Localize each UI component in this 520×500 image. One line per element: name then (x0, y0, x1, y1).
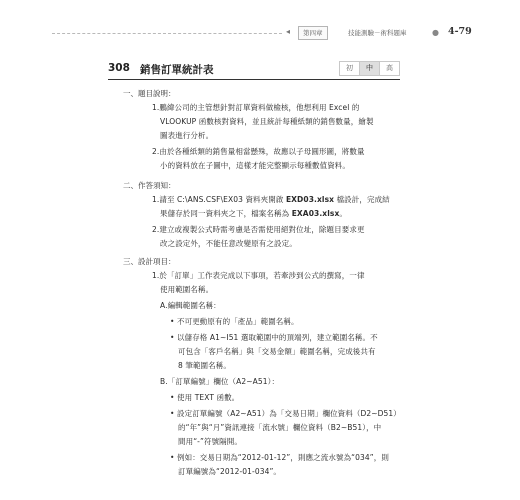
exercise-title: 銷售訂單統計表 (140, 64, 214, 76)
title-underline (108, 79, 400, 80)
paragraph-line: 2.由於各種紙類的銷售量相當懸殊，故應以子母圓形圖，將數量 (152, 147, 365, 156)
page-number: 4-79 (448, 26, 472, 37)
bullet-line: 8 筆範圍名稱。 (178, 361, 231, 370)
bullet-line: • 設定訂單編號（A2~A51）為「交易日期」欄位資料（D2~D51） (170, 409, 401, 418)
chapter-subtitle: 技能測驗－術科題庫 (348, 29, 407, 37)
bullet-line: 可包含「客戶名稱」與「交易金額」範圍名稱，完成後共有 (178, 347, 376, 356)
bullet-line: 間用“-”符號隔開。 (178, 437, 242, 446)
bullet-line: 的“年”與“月”資訊連接「流水號」欄位資料（B2~B51），中 (178, 423, 382, 432)
paragraph-line: 果儲存於同一資料夾之下，檔案名稱為 EXA03.xlsx。 (160, 209, 348, 218)
subsection-label-a: A.編輯範圍名稱： (160, 301, 221, 310)
bullet-line: • 例如：交易日期為“2012-01-12”，則應之流水號為“034”，則 (170, 453, 389, 462)
paragraph-line: 1.鵬緯公司的主管想針對訂單資料做檢核，他想利用 Excel 的 (152, 103, 360, 112)
difficulty-levels (339, 61, 400, 76)
paragraph-line: 使用範圍名稱。 (160, 285, 214, 294)
paragraph-line: VLOOKUP 函數核對資料，並且統計每種紙類的銷售數量，繪製 (160, 117, 374, 126)
chevron-left-icon: ◂ (286, 27, 291, 36)
separator-dot-icon: ● (432, 28, 439, 37)
section-heading-design: 三、設計項目： (123, 257, 176, 266)
bullet-line: • 以儲存格 A1~I51 選取範圍中的頂端列，建立範圍名稱。不 (170, 333, 378, 342)
paragraph-line: 小的資料放在子圖中，這樣才能完整顯示每種數值資料。 (160, 161, 350, 170)
answer-filename: EXA03.xlsx (291, 209, 340, 218)
bullet-line: 訂單編號為“2012-01-034”。 (178, 467, 282, 476)
level-basic: 初 (346, 64, 353, 72)
section-heading-instructions: 二、作答須知： (123, 181, 176, 190)
level-advanced: 高 (379, 62, 399, 75)
paragraph-line: 1.請至 C:\ANS.CSF\EX03 資料夾開啟 EXD03.xlsx 檔設計，完成結 (152, 195, 390, 204)
subsection-label-b: B.「訂單編號」欄位（A2~A51）： (160, 377, 280, 386)
bullet-line: • 不可更動原有的「產品」範圍名稱。 (170, 317, 299, 326)
chapter-label: 第四章 (298, 26, 328, 40)
header-dotted-rule (52, 33, 282, 34)
running-header (52, 27, 472, 39)
paragraph-line: 2.建立或複製公式時需考慮是否需使用絕對位址，除題目要求更 (152, 225, 365, 234)
paragraph-line: 圖表進行分析。 (160, 131, 214, 140)
level-intermediate: 中 (359, 62, 379, 75)
paragraph-line: 改之設定外，不能任意改變原有之設定。 (160, 239, 297, 248)
section-heading-description: 一、題目說明： (123, 89, 176, 98)
exercise-number: 308 (108, 62, 130, 74)
bullet-line: • 使用 TEXT 函數。 (170, 393, 240, 402)
exercise-title-row (108, 62, 400, 78)
paragraph-line: 1.於「訂單」工作表完成以下事項，若牽涉到公式的撰寫，一律 (152, 271, 365, 280)
source-filename: EXD03.xlsx (285, 195, 335, 204)
